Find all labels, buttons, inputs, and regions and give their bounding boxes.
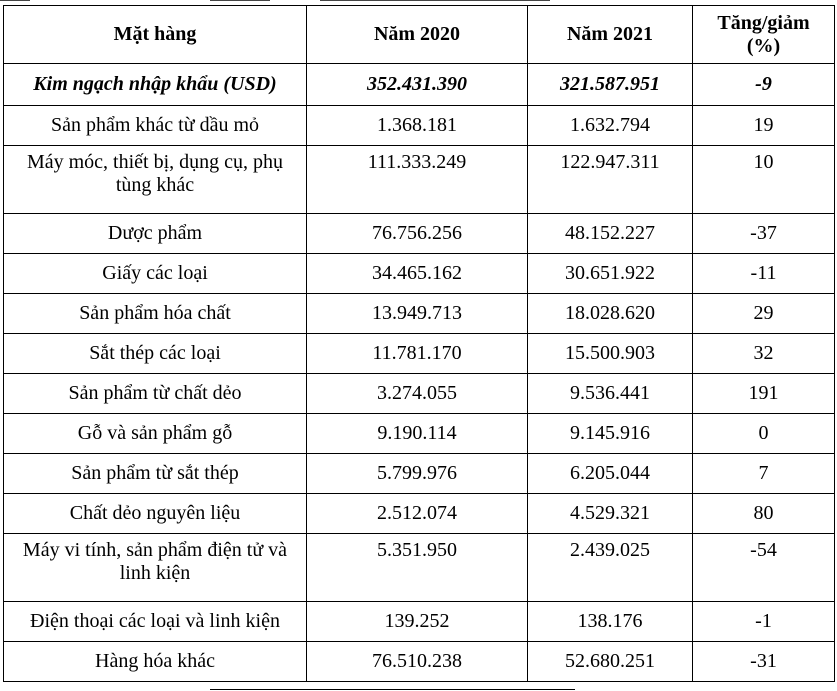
row-pct: 80	[693, 494, 835, 534]
row-2021: 48.152.227	[528, 214, 693, 254]
row-2020: 11.781.170	[307, 334, 528, 374]
row-name: Sản phẩm từ chất dẻo	[4, 374, 307, 414]
table-row	[4, 334, 835, 374]
header-year-2020: Năm 2020	[307, 6, 528, 64]
row-name: Sản phẩm khác từ dầu mỏ	[4, 106, 307, 146]
table-row	[4, 642, 835, 682]
table-row	[4, 146, 835, 214]
row-2021: 6.205.044	[528, 454, 693, 494]
row-pct: -37	[693, 214, 835, 254]
row-2020: 13.949.713	[307, 294, 528, 334]
table-row	[4, 602, 835, 642]
row-2020: 76.510.238	[307, 642, 528, 682]
row-name: Sản phẩm từ sắt thép	[4, 454, 307, 494]
row-2021: 30.651.922	[528, 254, 693, 294]
import-table	[3, 5, 835, 682]
row-name: Dược phẩm	[4, 214, 307, 254]
header-item: Mặt hàng	[4, 6, 307, 64]
row-pct: 32	[693, 334, 835, 374]
header-year-2021: Năm 2021	[528, 6, 693, 64]
row-name: Giấy các loại	[4, 254, 307, 294]
row-name: Điện thoại các loại và linh kiện	[4, 602, 307, 642]
row-2020: 3.274.055	[307, 374, 528, 414]
row-2020: 76.756.256	[307, 214, 528, 254]
row-name: Hàng hóa khác	[4, 642, 307, 682]
row-2021: 15.500.903	[528, 334, 693, 374]
row-2021: 138.176	[528, 602, 693, 642]
table-row	[4, 374, 835, 414]
total-pct: -9	[693, 64, 835, 106]
row-2020: 111.333.249	[307, 146, 528, 214]
total-name: Kim ngạch nhập khẩu (USD)	[4, 64, 307, 106]
row-2020: 139.252	[307, 602, 528, 642]
row-pct: -11	[693, 254, 835, 294]
table-row	[4, 254, 835, 294]
row-name: Sản phẩm hóa chất	[4, 294, 307, 334]
row-name: Chất dẻo nguyên liệu	[4, 494, 307, 534]
table-row	[4, 414, 835, 454]
row-2021: 122.947.311	[528, 146, 693, 214]
row-name: Máy vi tính, sản phẩm điện tử và linh kiện	[4, 534, 307, 602]
row-name: Máy móc, thiết bị, dụng cụ, phụ tùng khác	[4, 146, 307, 214]
row-pct: 0	[693, 414, 835, 454]
cropped-text-above	[0, 0, 837, 4]
row-pct: -31	[693, 642, 835, 682]
table-row	[4, 494, 835, 534]
footnote-rule	[210, 689, 575, 690]
header-row	[4, 6, 835, 64]
row-pct: -54	[693, 534, 835, 602]
row-2021: 2.439.025	[528, 534, 693, 602]
table-row	[4, 534, 835, 602]
row-2021: 52.680.251	[528, 642, 693, 682]
row-2021: 9.145.916	[528, 414, 693, 454]
row-2021: 9.536.441	[528, 374, 693, 414]
row-pct: 29	[693, 294, 835, 334]
total-row	[4, 64, 835, 106]
table-row	[4, 214, 835, 254]
table-row	[4, 454, 835, 494]
header-change: Tăng/giảm (%)	[693, 6, 835, 64]
row-2020: 9.190.114	[307, 414, 528, 454]
row-2020: 5.799.976	[307, 454, 528, 494]
table-row	[4, 294, 835, 334]
row-2020: 5.351.950	[307, 534, 528, 602]
row-name: Sắt thép các loại	[4, 334, 307, 374]
total-2021: 321.587.951	[528, 64, 693, 106]
row-2021: 1.632.794	[528, 106, 693, 146]
row-2020: 2.512.074	[307, 494, 528, 534]
row-pct: 191	[693, 374, 835, 414]
row-pct: 19	[693, 106, 835, 146]
row-pct: 7	[693, 454, 835, 494]
table-row	[4, 106, 835, 146]
row-2021: 4.529.321	[528, 494, 693, 534]
row-2020: 1.368.181	[307, 106, 528, 146]
row-2020: 34.465.162	[307, 254, 528, 294]
row-name: Gỗ và sản phẩm gỗ	[4, 414, 307, 454]
total-2020: 352.431.390	[307, 64, 528, 106]
row-pct: -1	[693, 602, 835, 642]
row-2021: 18.028.620	[528, 294, 693, 334]
row-pct: 10	[693, 146, 835, 214]
